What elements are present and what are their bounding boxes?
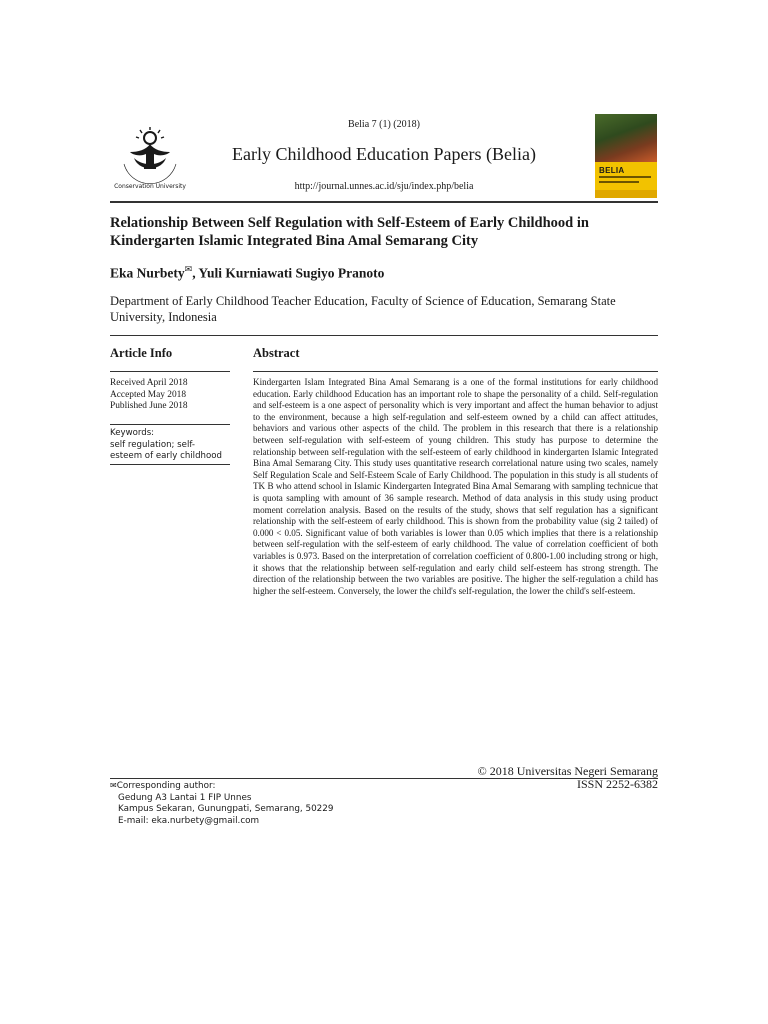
- accepted-date: Accepted May 2018: [110, 389, 187, 400]
- author-list: [110, 264, 650, 282]
- received-date: Received April 2018: [110, 378, 188, 388]
- author-name: , Yuli Kurniawati Sugiyo Pranoto: [192, 265, 385, 281]
- cover-subtitle-bar: [599, 176, 651, 178]
- corresponding-author: [110, 780, 410, 827]
- abstract-rule: [253, 371, 658, 372]
- envelope-icon: ✉: [184, 264, 193, 274]
- logo-text: Conservation University: [114, 183, 186, 190]
- journal-url[interactable]: http://journal.unnes.ac.id/sju/index.php/belia: [294, 181, 474, 192]
- article-dates: [110, 378, 230, 413]
- issn-text: ISSN 2252-6382: [576, 777, 658, 791]
- keywords: [110, 428, 230, 463]
- journal-volume: Belia 7 (1) (2018): [348, 119, 420, 130]
- section-divider: [110, 335, 658, 336]
- footer-divider: [110, 778, 658, 779]
- address-line: Kampus Sekaran, Gunungpati, Semarang, 50229: [118, 804, 334, 815]
- cover-subtitle-bar: [599, 181, 639, 183]
- abstract-body: Kindergarten Islam Integrated Bina Amal Semarang is a one of the formal institutions for early childhood education. Early childhood Education has an important role to shape the personality of a child. Self-regulation and self-esteem is a one aspect of personality which is very important and affect the human behavior to adjust to the environment, because a high self-regulation and self-esteem owned by a child can affect attitudes, behaviors and various other aspects of the child. The problem in this research that there is a relationship between self-regulation with self-esteem of young children. This study has purpose to determine the relationship between self-regulation with the self-esteem of early childhood in kindergarten Islamic Integrated Bina Amal Semarang City. This study uses quantitative research correlational nature using two scales, namely Self Regulation Scale and Self-Esteem Scale of Early Childhood. The population in this study is all students of TK B who attend school in Islamic Kindergarten Integrated Bina Amal Semarang with sampling technicue that is quota sampling with amount of 36 sample research. Method of data analysis in this study using product moment correlation analysis. Based on the results of the study, shows that self regulation has a significant relationship with the self-esteem of early childhood. This is shown from the probability value (sig 2 tailed) of 0.000 < 0.05. Significant value of both variables is lower than 0.05 which implies that there is a relationship between self-regulation with the self-esteem of early childhood. The value of correlation coefficient of both variables is 0.973. Based on the interpretation of correlation coefficient of 0.800-1.00 including strong or high, it shows that the relationship between self-regulation and early child self-esteem has strong strength. The direction of the relationship between the two variables are positive. The higher the self-regulation a child has higher the self-esteem. Conversely, the lower the child's self-regulation, the lower the child's self-esteem.: [253, 377, 658, 596]
- copyright-text: © 2018 Universitas Negeri Semarang: [477, 764, 658, 778]
- email-address[interactable]: E-mail: eka.nurbety@gmail.com: [118, 815, 260, 826]
- journal-cover-image: [595, 114, 657, 198]
- article-info-rule: [110, 371, 230, 372]
- cover-footer: [595, 190, 657, 198]
- keywords-rule: [110, 424, 230, 425]
- keywords-label: Keywords:: [110, 428, 155, 438]
- address-line: Gedung A3 Lantai 1 FIP Unnes: [118, 792, 252, 803]
- envelope-icon: ✉: [110, 781, 117, 790]
- article-info-heading: Article Info: [110, 346, 173, 360]
- author-name: Eka Nurbety: [110, 265, 185, 281]
- corresponding-label: Corresponding author:: [116, 781, 216, 791]
- affiliation: Department of Early Childhood Teacher Education, Faculty of Science of Education, Semarang State University, Indonesia: [110, 294, 616, 324]
- cover-photo: [595, 114, 657, 162]
- published-date: Published June 2018: [110, 401, 188, 411]
- header-divider: [110, 201, 658, 203]
- abstract-heading: Abstract: [253, 346, 300, 360]
- university-logo: [114, 126, 186, 192]
- keywords-value: self regulation; self-: [110, 439, 195, 450]
- keywords-value: esteem of early childhood: [110, 451, 222, 461]
- cover-title: BELIA: [599, 166, 625, 175]
- journal-title: Early Childhood Education Papers (Belia): [232, 144, 536, 164]
- keywords-end-rule: [110, 464, 230, 465]
- article-title: Relationship Between Self Regulation with Self-Esteem of Early Childhood in Kindergarten Islamic Integrated Bina Amal Semarang City: [110, 215, 589, 249]
